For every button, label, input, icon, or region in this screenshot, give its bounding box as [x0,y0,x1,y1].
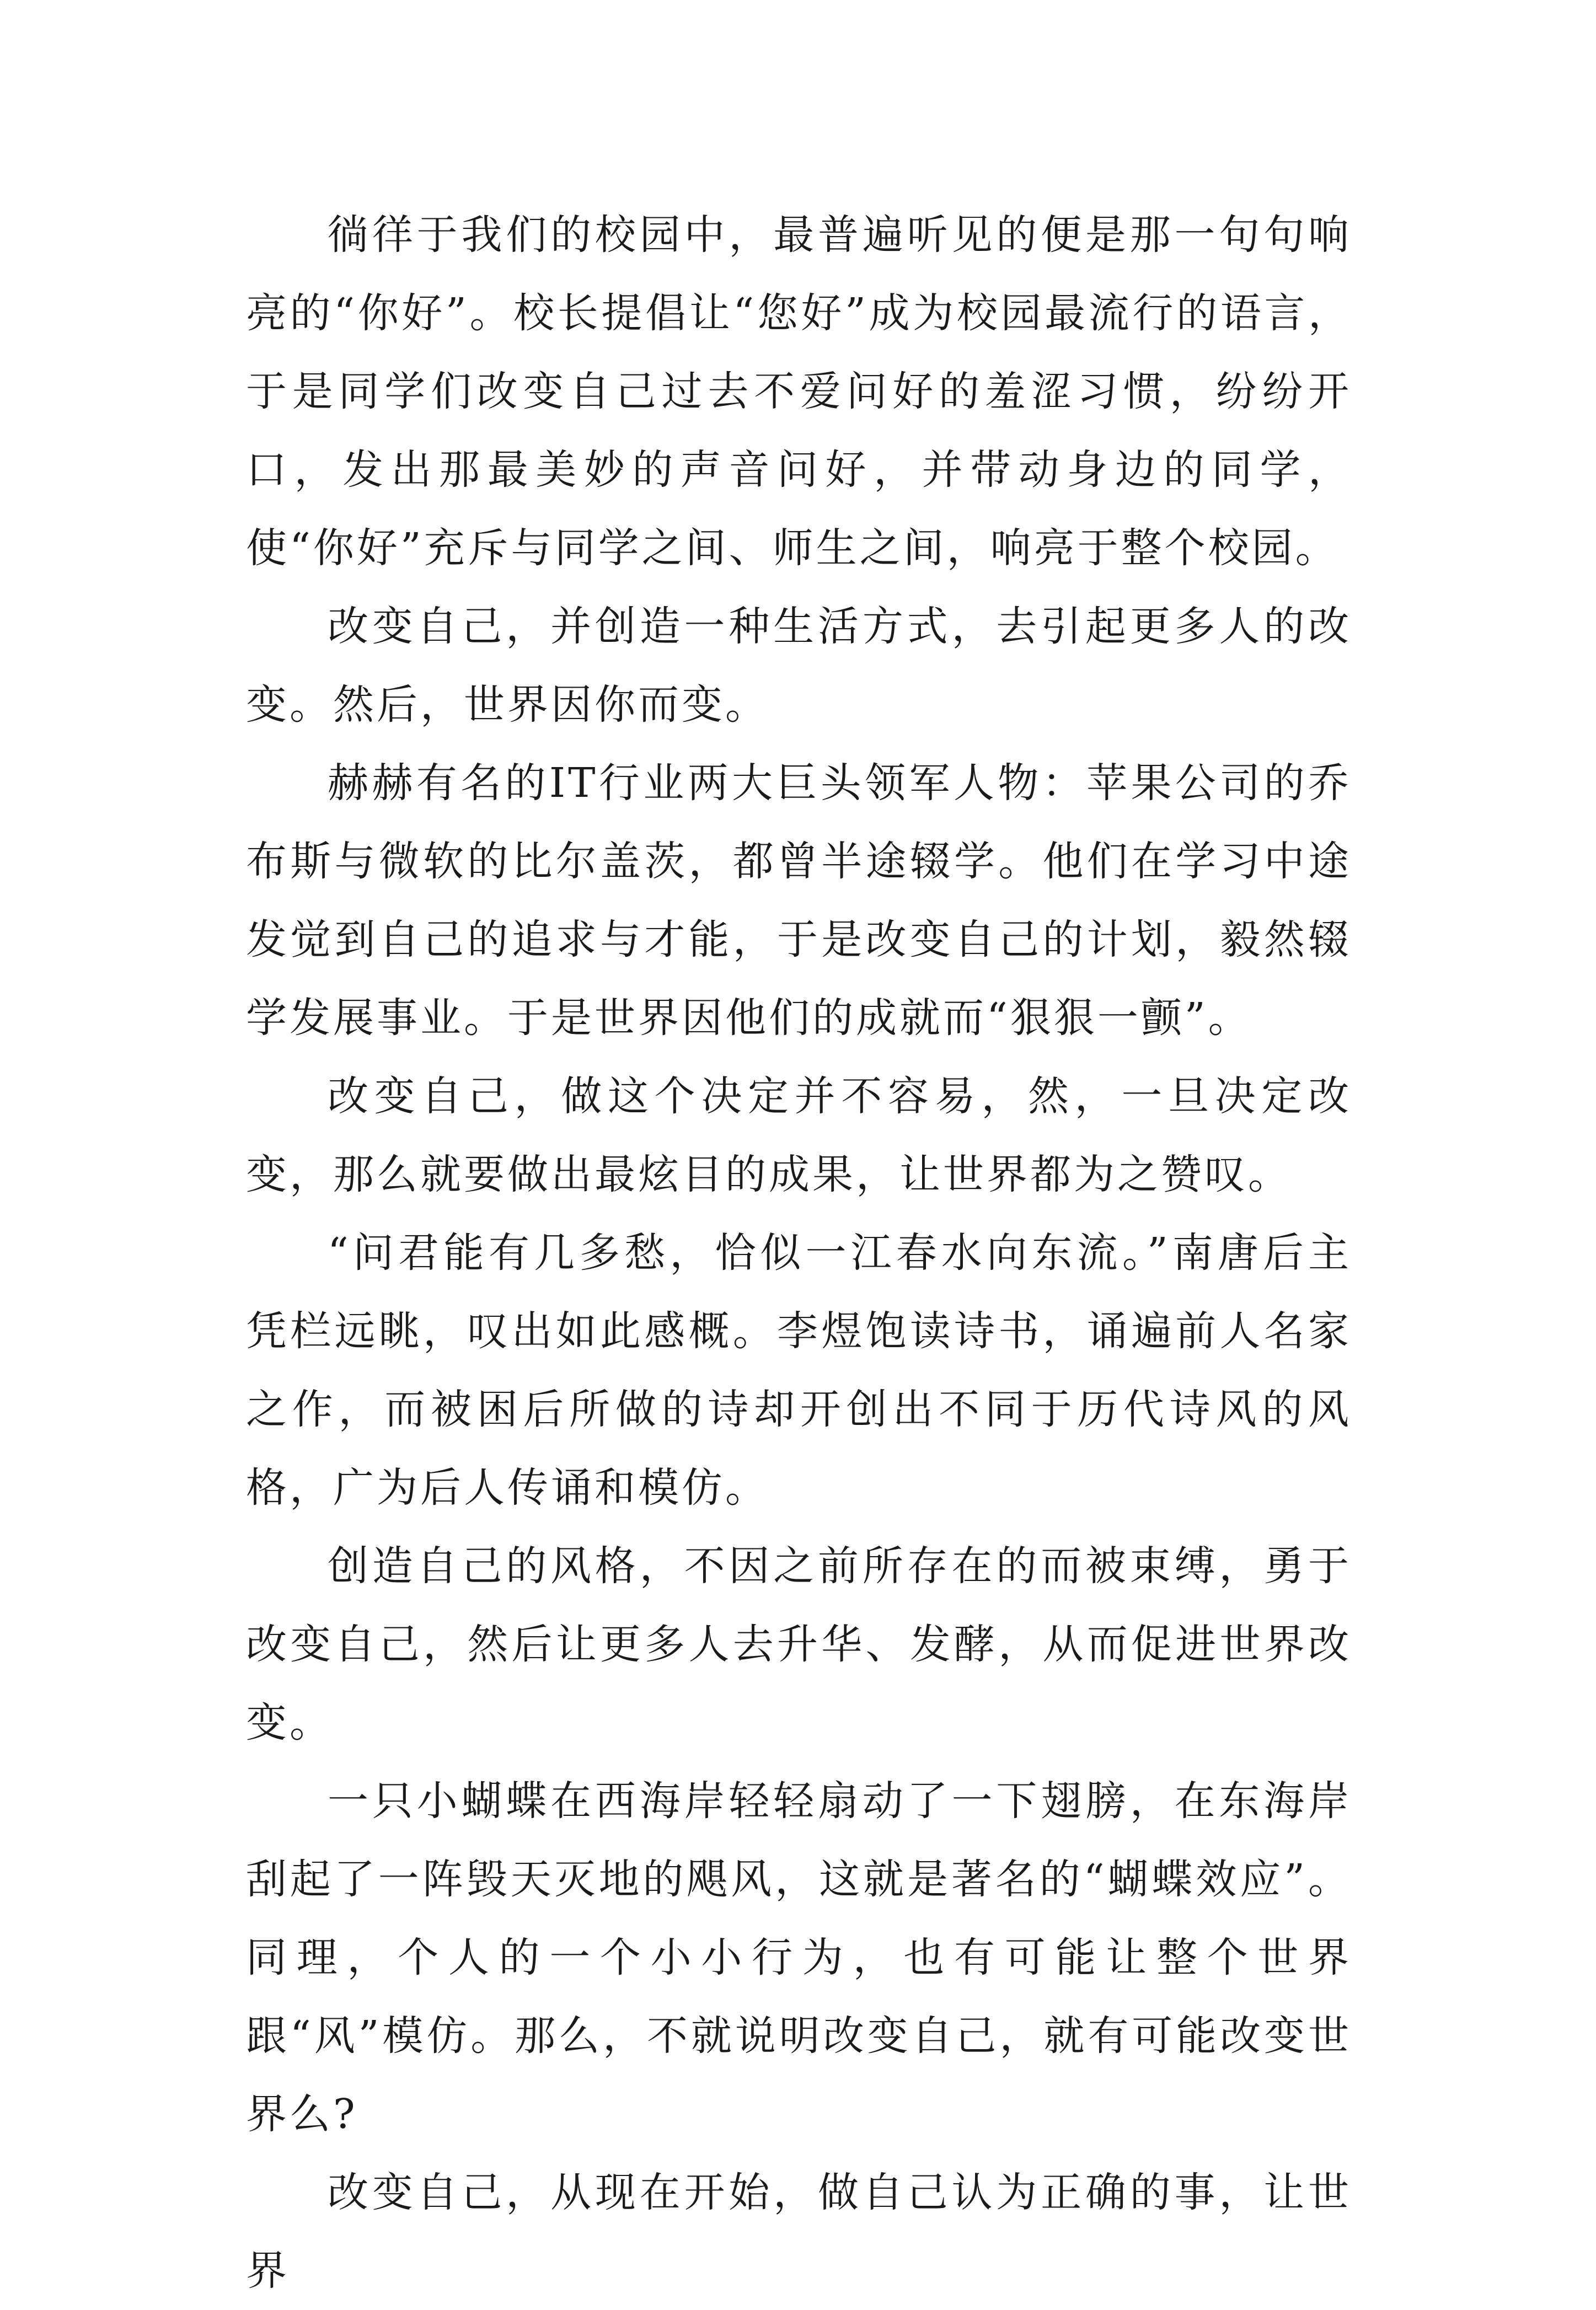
paragraph-7: 一只小蝴蝶在西海岸轻轻扇动了一下翅膀，在东海岸刮起了一阵毁天灭地的飓风，这就是著名的“蝴蝶效应”。同理，个人的一个小小行为，也有可能让整个世界跟“风”模仿。那么，不就说明改变自己，就有可能改变世界么? [246,1777,1352,2138]
paragraph-4: 改变自己，做这个决定并不容易，然，一旦决定改变，那么就要做出最炫目的成果，让世界都为之赞叹。 [246,1073,1352,1198]
paragraph-5: “问君能有几多愁，恰似一江春水向东流。”南唐后主凭栏远眺，叹出如此感概。李煜饱读诗书，诵遍前人名家之作，而被困后所做的诗却开创出不同于历代诗风的风格，广为后人传诵和模仿。 [246,1229,1352,1512]
document-body [246,196,1352,2310]
paragraph-6: 创造自己的风格，不因之前所存在的而被束缚，勇于改变自己，然后让更多人去升华、发酵，从而促进世界改变。 [246,1542,1352,1746]
paragraph-3: 赫赫有名的IT行业两大巨头领军人物：苹果公司的乔布斯与微软的比尔盖茨，都曾半途辍学。他们在学习中途发觉到自己的追求与才能，于是改变自己的计划，毅然辍学发展事业。于是世界因他们的成就而“狠狠一颤”。 [246,759,1352,1042]
paragraph-8: 改变自己，从现在开始，做自己认为正确的事，让世界 [246,2169,1352,2295]
paragraph-1: 徜徉于我们的校园中，最普遍听见的便是那一句句响亮的“你好”。校长提倡让“您好”成为校园最流行的语言，于是同学们改变自己过去不爱问好的羞涩习惯，纷纷开口，发出那最美妙的声音问好，并带动身边的同学，使“你好”充斥与同学之间、师生之间，响亮于整个校园。 [246,211,1352,572]
paragraph-2: 改变自己，并创造一种生活方式，去引起更多人的改变。然后，世界因你而变。 [246,603,1352,728]
